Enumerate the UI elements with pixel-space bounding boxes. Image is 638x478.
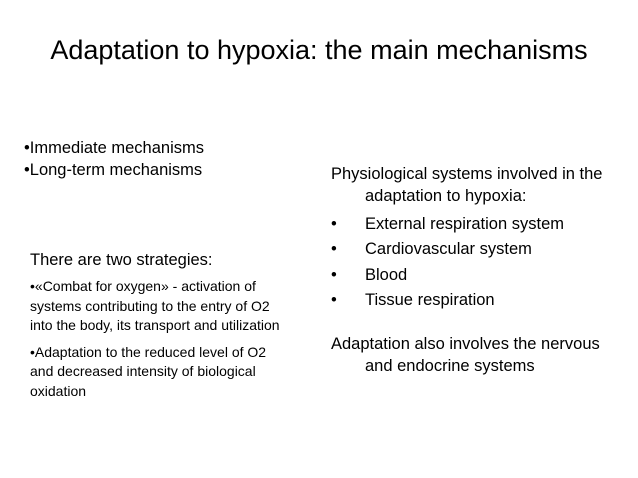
systems-intro: Physiological systems involved in the adaptation to hypoxia: [331, 165, 603, 205]
list-item [331, 211, 611, 237]
systems-list [331, 211, 611, 313]
list-item-immediate: •Immediate mechanisms [24, 139, 205, 157]
strategy-item-combat: •«Combat for oxygen» - activation of systems contributing to the entry of O2 into the body, its transport and utilization [30, 278, 280, 333]
strategies-block [30, 249, 280, 401]
closing-paragraph: Adaptation also involves the nervous and endocrine systems [331, 335, 600, 375]
system-blood: Blood [365, 265, 408, 284]
systems-block [331, 163, 611, 377]
list-item-long-term: •Long-term mechanisms [24, 161, 203, 179]
bullet: • [331, 240, 337, 259]
mechanisms-list [24, 137, 204, 181]
system-external-respiration: External respiration system [365, 214, 564, 233]
strategy-item-adaptation: •Adaptation to the reduced level of O2 and decreased intensity of biological oxidation [30, 343, 267, 399]
bullet: • [331, 265, 337, 284]
strategies-heading: There are two strategies: [30, 251, 213, 269]
system-cardiovascular: Cardiovascular system [365, 240, 532, 259]
list-item [331, 237, 611, 263]
list-item [331, 288, 611, 314]
list-item [331, 262, 611, 288]
slide-title: Adaptation to hypoxia: the main mechanisms [50, 35, 588, 65]
system-tissue-respiration: Tissue respiration [365, 291, 495, 310]
bullet: • [331, 214, 337, 233]
bullet: • [331, 291, 337, 310]
